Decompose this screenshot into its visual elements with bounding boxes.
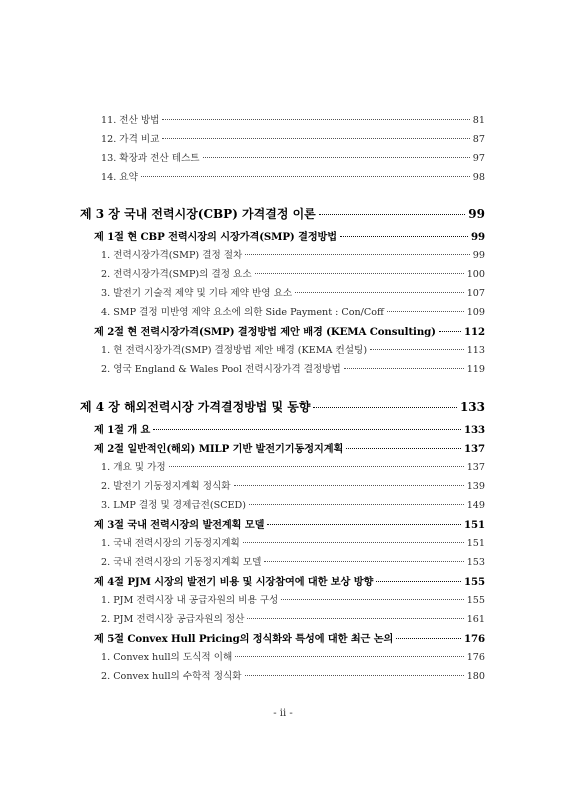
dot-leader (247, 618, 463, 619)
toc-chapter-entry (80, 205, 485, 222)
toc-entry (101, 478, 485, 492)
dot-leader (387, 311, 464, 312)
toc-page: 139 (466, 481, 485, 492)
toc-title: 제 5절 Convex Hull Pricing의 정식화와 특성에 대한 최근 논의 (94, 633, 394, 645)
dot-leader (281, 599, 463, 600)
toc-title: 제 3 장 국내 전력시장(CBP) 가격결정 이론 (80, 207, 316, 221)
toc-page: 81 (472, 115, 485, 126)
toc-entry (101, 266, 485, 280)
toc-page: 109 (466, 307, 485, 318)
dot-leader (162, 138, 469, 139)
toc-chapter-entry (80, 398, 485, 415)
toc-page: 107 (466, 288, 485, 299)
toc-page: 99 (472, 250, 485, 261)
toc-title: 1. 국내 전력시장의 기동정지계획 (101, 538, 240, 549)
toc-title: 제 1절 개 요 (94, 424, 151, 436)
toc-entry (101, 592, 485, 606)
toc-page: 180 (466, 671, 485, 682)
dot-leader (344, 368, 464, 369)
toc-entry (101, 554, 485, 568)
toc-entry (101, 535, 485, 549)
toc-title: 12. 가격 비교 (101, 134, 160, 145)
toc-page: 99 (471, 231, 485, 243)
toc-section-entry (94, 573, 485, 588)
dot-leader (376, 581, 461, 582)
dot-leader (141, 176, 470, 177)
page-number: - ii - (273, 708, 293, 719)
dot-leader (319, 214, 466, 215)
toc-section-entry (94, 323, 485, 338)
toc-title: 1. 전력시장가격(SMP) 결정 절차 (101, 250, 243, 261)
toc-title: 2. 국내 전력시장의 기동정지계획 모델 (101, 557, 262, 568)
toc-entry (101, 131, 485, 145)
toc-page: 155 (466, 595, 485, 606)
toc-title: 제 3절 국내 전력시장의 발전계획 모델 (94, 519, 265, 531)
toc-entry (101, 342, 485, 356)
toc-title: 제 2절 일반적인(해외) MILP 기반 발전기기동정지계획 (94, 443, 344, 455)
toc-title: 1. 개요 및 가정 (101, 462, 166, 473)
toc-title: 3. 발전기 기술적 제약 및 기타 제약 반영 요소 (101, 288, 293, 299)
toc-page: 151 (464, 519, 485, 531)
dot-leader (234, 485, 464, 486)
toc-title: 3. LMP 결정 및 경제급전(SCED) (101, 500, 246, 511)
dot-leader (340, 236, 468, 237)
toc-entry (101, 304, 485, 318)
dot-leader (162, 119, 469, 120)
toc-section-entry (94, 630, 485, 645)
dot-leader (370, 349, 464, 350)
toc-page: 176 (464, 633, 485, 645)
toc-entry (101, 459, 485, 473)
dot-leader (249, 504, 464, 505)
toc-entry (101, 649, 485, 663)
toc-page: 119 (466, 364, 485, 375)
toc-page: 137 (466, 462, 485, 473)
toc-page: 133 (459, 400, 485, 414)
toc-page: 149 (466, 500, 485, 511)
dot-leader (267, 524, 461, 525)
dot-leader (245, 675, 464, 676)
toc-entry (101, 112, 485, 126)
toc-page: 100 (466, 269, 485, 280)
dot-leader (439, 331, 461, 332)
toc-page: 155 (464, 576, 485, 588)
toc-title: 1. Convex hull의 도식적 이해 (101, 652, 233, 663)
toc-title: 제 1절 현 CBP 전력시장의 시장가격(SMP) 결정방법 (94, 231, 338, 243)
toc-title: 14. 요약 (101, 172, 138, 183)
dot-leader (169, 466, 464, 467)
dot-leader (396, 638, 461, 639)
toc-title: 제 2절 현 전력시장가격(SMP) 결정방법 제안 배경 (KEMA Consulting) (94, 326, 436, 338)
toc-title: 1. PJM 전력시장 내 공급자원의 비용 구성 (101, 595, 279, 606)
toc-page: 133 (464, 424, 485, 436)
toc-title: 4. SMP 결정 미반영 제약 요소에 의한 Side Payment : Con/Coff (101, 307, 384, 318)
toc-page: 137 (464, 443, 485, 455)
dot-leader (255, 273, 464, 274)
toc-title: 11. 전산 방법 (101, 115, 160, 126)
toc-page: 99 (468, 207, 485, 221)
toc-section-entry (94, 440, 485, 455)
toc-section-entry (94, 228, 485, 243)
toc-entry (101, 497, 485, 511)
toc-entry (101, 361, 485, 375)
toc-entry (101, 285, 485, 299)
toc-page: 113 (466, 345, 485, 356)
toc-page: 112 (464, 326, 485, 338)
toc-title: 2. 전력시장가격(SMP)의 결정 요소 (101, 269, 252, 280)
toc-page: 176 (466, 652, 485, 663)
toc-title: 2. 영국 England & Wales Pool 전력시장가격 결정방법 (101, 364, 341, 375)
toc-page: 98 (472, 172, 485, 183)
dot-leader (243, 542, 464, 543)
toc-page: 97 (472, 153, 485, 164)
toc-entry (101, 668, 485, 682)
toc-entry (101, 150, 485, 164)
toc-page: 161 (466, 614, 485, 625)
dot-leader (203, 157, 470, 158)
toc-section-entry (94, 516, 485, 531)
toc-title: 2. Convex hull의 수학적 정식화 (101, 671, 242, 682)
toc-page: 153 (466, 557, 485, 568)
toc-entry (101, 247, 485, 261)
toc-entry (101, 169, 485, 183)
dot-leader (313, 407, 456, 408)
dot-leader (153, 429, 461, 430)
toc-title: 2. 발전기 기동정지계획 정식화 (101, 481, 231, 492)
toc-title: 13. 확장과 전산 테스트 (101, 153, 200, 164)
toc-title: 1. 현 전력시장가격(SMP) 결정방법 제안 배경 (KEMA 컨설팅) (101, 345, 368, 356)
dot-leader (264, 561, 463, 562)
toc-title: 2. PJM 전력시장 공급자원의 정산 (101, 614, 245, 625)
toc-page: 87 (472, 134, 485, 145)
toc-section-entry (94, 421, 485, 436)
dot-leader (235, 656, 463, 657)
toc-page: 151 (466, 538, 485, 549)
dot-leader (346, 448, 461, 449)
dot-leader (245, 254, 469, 255)
toc-title: 제 4 장 해외전력시장 가격결정방법 및 동향 (80, 400, 311, 414)
toc-title: 제 4절 PJM 시장의 발전기 비용 및 시장참여에 대한 보상 방향 (94, 576, 374, 588)
toc-entry (101, 611, 485, 625)
dot-leader (295, 292, 464, 293)
